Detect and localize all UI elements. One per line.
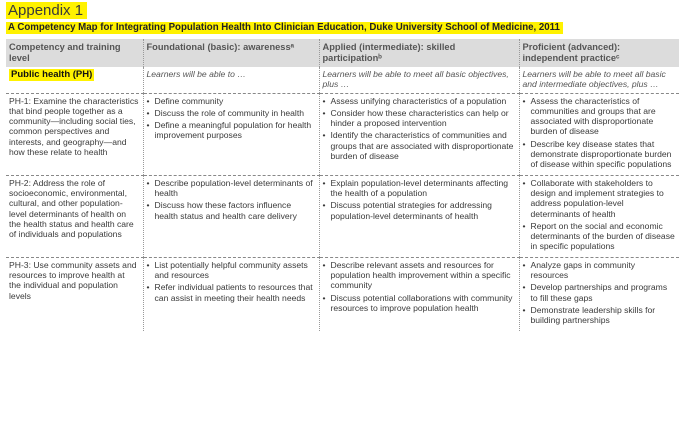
list-item: • Explain population-level determinants affecting the health of a population: [323, 178, 515, 199]
competency-cell: PH-3: Use community assets and resources to improve health at the individual and population levels: [9, 259, 137, 301]
list-item: • Report on the social and economic determinants of the burden of disease in specific populations: [523, 221, 676, 252]
competency-cell: PH-1: Examine the characteristics that bind people together as a community—including social ties, common perspectives and interests, and geography—and how these relate to health: [6, 93, 143, 175]
competency-cell: PH-2: Address the role of socioeconomic, environmental, cultural, and other population-level determinants of health on the health status and health care of individuals and populations: [6, 175, 143, 257]
header-applied: Applied (intermediate): skilled participationᵇ: [319, 39, 519, 67]
intro-proficient: Learners will be able to meet all basic and intermediate objectives, plus …: [519, 67, 679, 93]
list-item: • Discuss how these factors influence health status and health care delivery: [147, 200, 315, 221]
list-item: • Define a meaningful population for health improvement purposes: [147, 120, 315, 141]
list-item: • Assess the characteristics of communities and groups that are associated with disproportionate burden of disease: [523, 96, 676, 137]
list-item: • Develop partnerships and programs to fill these gaps: [523, 282, 676, 303]
table-title: A Competency Map for Integrating Population Health Into Clinician Education, Duke University School of Medicine, 2011: [6, 22, 563, 34]
list-item: • Refer individual patients to resources that can assist in meeting their health needs: [147, 282, 315, 303]
proficient-cell: [519, 93, 679, 175]
list-item: • List potentially helpful community assets and resources: [147, 260, 315, 281]
list-item: • Discuss the role of community in health: [147, 108, 315, 118]
list-item: • Assess unifying characteristics of a population: [323, 96, 515, 106]
list-item: • Collaborate with stakeholders to design and implement strategies to address population-level determinants of health: [523, 178, 676, 219]
header-proficient: Proficient (advanced): independent practiceᶜ: [519, 39, 679, 67]
header-competency: Competency and training level: [6, 39, 143, 67]
list-item: • Describe key disease states that demonstrate disproportionate burden of disease within specific populations: [523, 139, 676, 170]
foundational-cell: [143, 93, 319, 175]
header-row: [6, 39, 679, 67]
list-item: • Consider how these characteristics can help or hinder a proposed intervention: [323, 108, 515, 129]
proficient-cell: [519, 175, 679, 257]
list-item: • Demonstrate leadership skills for building partnerships: [523, 305, 676, 326]
table-row: [6, 257, 679, 330]
list-item: • Analyze gaps in community resources: [523, 260, 676, 281]
competency-map-table: [6, 39, 679, 331]
list-item: • Discuss potential strategies for addressing population-level determinants of health: [323, 200, 515, 221]
list-item: • Define community: [147, 96, 315, 106]
header-foundational: Foundational (basic): awarenessᵃ: [143, 39, 319, 67]
intro-applied: Learners will be able to meet all basic objectives, plus …: [319, 67, 519, 93]
proficient-cell: [519, 257, 679, 330]
list-item: • Describe relevant assets and resources for population health improvement within a specific community: [323, 260, 515, 291]
list-item: • Discuss potential collaborations with community resources to improve population health: [323, 293, 515, 314]
domain-label: Public health (PH): [11, 69, 93, 80]
applied-cell: [319, 257, 519, 330]
table-row: [6, 175, 679, 257]
domain-row: [6, 67, 679, 93]
domain-cell: [6, 67, 143, 93]
foundational-cell: [143, 257, 319, 330]
applied-cell: [319, 175, 519, 257]
appendix-label: Appendix 1: [6, 2, 87, 19]
list-item: • Identify the characteristics of communities and groups that are associated with disproportionate burden of disease: [323, 130, 515, 161]
applied-cell: [319, 93, 519, 175]
list-item: • Describe population-level determinants of health: [147, 178, 315, 199]
table-row: [6, 93, 679, 175]
foundational-cell: [143, 175, 319, 257]
intro-foundational: Learners will be able to …: [143, 67, 319, 93]
